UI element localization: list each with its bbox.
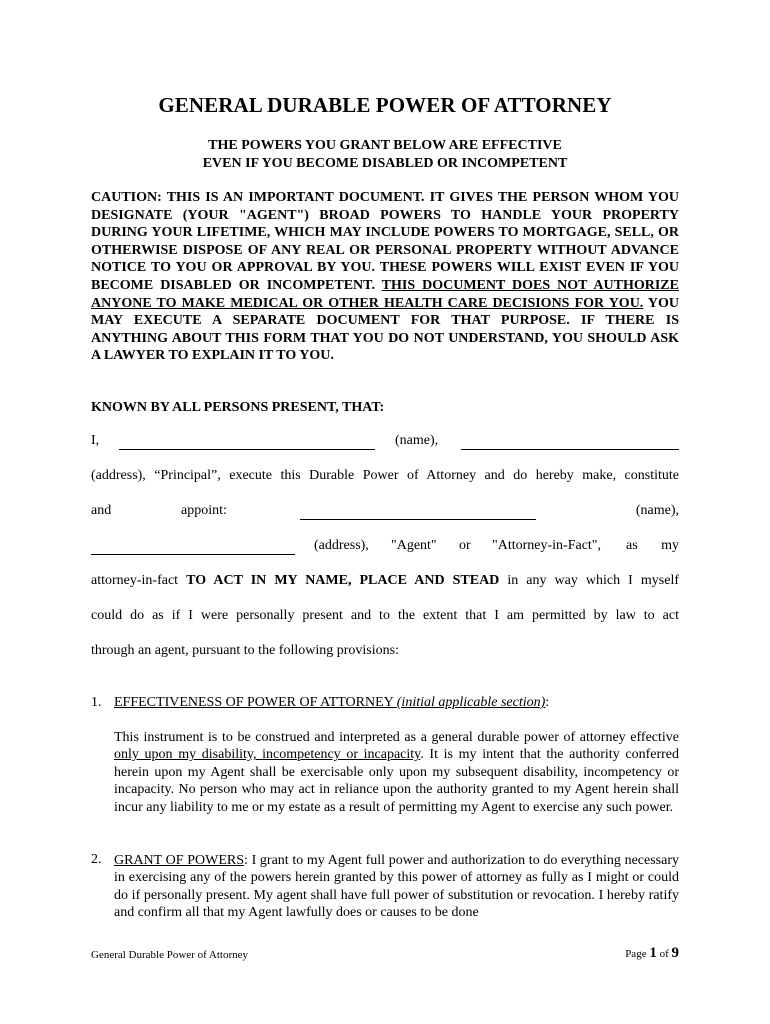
form-line-3	[91, 503, 679, 523]
section-1-text-pre: This instrument is to be construed and interpreted as a general durable power of attorney effective	[114, 730, 679, 745]
and-label: and	[91, 503, 112, 518]
section-2-text: : I grant to my Agent full power and authorization to do everything necessary in exercising any of the powers herein granted by this power of attorney as fully as I might or could do if personally present. My agent shall have full power of substitution or revocation. I hereby ratify and confirm all that my Agent lawfully does or causes to be done	[114, 853, 680, 921]
present-clause: could do as if I were personally present and to the extent that I am permitted by law to act	[91, 608, 679, 623]
agent-label: "Agent"	[391, 538, 437, 553]
provisions-clause: through an agent, pursuant to the following provisions:	[91, 643, 399, 658]
subtitle-line-2: EVEN IF YOU BECOME DISABLED OR INCOMPETENT	[202, 156, 568, 171]
act-clause-bold: TO ACT IN MY NAME, PLACE AND STEAD	[186, 573, 500, 588]
of-label: of	[656, 948, 672, 960]
form-line-6	[91, 608, 679, 628]
agent-name-field[interactable]	[300, 519, 536, 520]
section-1-paragraph	[114, 729, 679, 816]
section-2-number: 2.	[91, 852, 102, 867]
caution-paragraph	[91, 189, 679, 365]
act-clause-post: in any way which I myself	[499, 573, 679, 588]
form-line-4	[91, 538, 679, 558]
form-line-1	[91, 433, 679, 453]
known-by-all-heading: KNOWN BY ALL PERSONS PRESENT, THAT:	[91, 400, 385, 415]
caution-text-1: CAUTION: THIS IS AN IMPORTANT DOCUMENT. IT GIVES THE PERSON WHOM YOU DESIGNATE (YOUR "AGENT") BROAD POWERS TO HANDLE YOUR PROPERTY DURING YOUR LIFETIME, WHICH MAY INCLUDE POWERS TO MORTGAGE, SELL, OR OTHERWISE DISPOSE OF ANY REAL OR PERSONAL PROPERTY WITHOUT ADVANCE NOTICE TO YOU OR APPROVAL BY YOU. THESE POWERS WILL EXIST EVEN IF YOU BECOME DISABLED OR INCOMPETENT.	[91, 190, 679, 293]
section-1-heading-italic: (initial applicable section)	[396, 695, 546, 710]
caution-underlined-text: THIS DOCUMENT DOES NOT AUTHORIZE ANYONE TO MAKE MEDICAL OR OTHER HEALTH CARE DECISIONS FOR YOU.	[91, 277, 679, 311]
footer-page-number	[625, 945, 679, 962]
i-label: I,	[91, 433, 100, 448]
total-pages: 9	[671, 945, 679, 961]
section-2-heading: GRANT OF POWERS	[114, 853, 245, 868]
document-title: GENERAL DURABLE POWER OF ATTORNEY	[158, 93, 612, 117]
section-1-heading-text: EFFECTIVENESS OF POWER OF ATTORNEY	[114, 695, 394, 710]
section-1-underlined-text: only upon my disability, incompetency or incapacity	[114, 747, 421, 763]
footer-document-name: General Durable Power of Attorney	[91, 949, 249, 961]
form-line-5	[91, 573, 679, 593]
appoint-label: appoint:	[181, 503, 227, 518]
agent-address-field[interactable]	[91, 554, 295, 555]
section-1-heading	[114, 695, 549, 711]
document-subtitle	[0, 137, 770, 173]
address-label: (address),	[314, 538, 369, 553]
name-label-2: (name),	[635, 503, 679, 518]
section-1-text-post: . It is my intent that the authority conferred herein upon my Agent shall be exercisable only upon my subsequent disability, incompetency or incapacity. No person who may act in reliance upon the authority granted to my Agent herein shall incur any liability to me or my estate as a result of permitting my Agent to exercise any such power.	[114, 747, 679, 815]
act-clause-pre: attorney-in-fact	[91, 573, 187, 588]
act-clause	[91, 573, 679, 589]
principal-address-field[interactable]	[461, 449, 679, 450]
attorney-in-fact-label: "Attorney-in-Fact",	[492, 538, 602, 553]
section-1-number: 1.	[91, 695, 102, 710]
my-label: my	[661, 538, 679, 553]
caution-text-2: YOU MAY EXECUTE A SEPARATE DOCUMENT FOR THAT PURPOSE. IF THERE IS ANYTHING ABOUT THIS FORM THAT YOU DO NOT UNDERSTAND, YOU SHOULD ASK A LAWYER TO EXPLAIN IT TO YOU.	[91, 295, 679, 364]
form-line-7	[91, 643, 679, 663]
subtitle-line-1: THE POWERS YOU GRANT BELOW ARE EFFECTIVE	[208, 138, 562, 153]
principal-name-field[interactable]	[119, 449, 375, 450]
page-label: Page	[625, 948, 650, 960]
principal-clause: (address), “Principal”, execute this Durable Power of Attorney and do hereby make, constitute	[91, 468, 679, 483]
current-page: 1	[649, 945, 657, 961]
section-1-heading-colon: :	[545, 695, 550, 710]
or-label: or	[459, 538, 471, 553]
name-label: (name),	[395, 433, 439, 448]
as-label: as	[626, 538, 638, 553]
form-line-2	[91, 468, 679, 488]
section-2-paragraph	[114, 852, 679, 922]
